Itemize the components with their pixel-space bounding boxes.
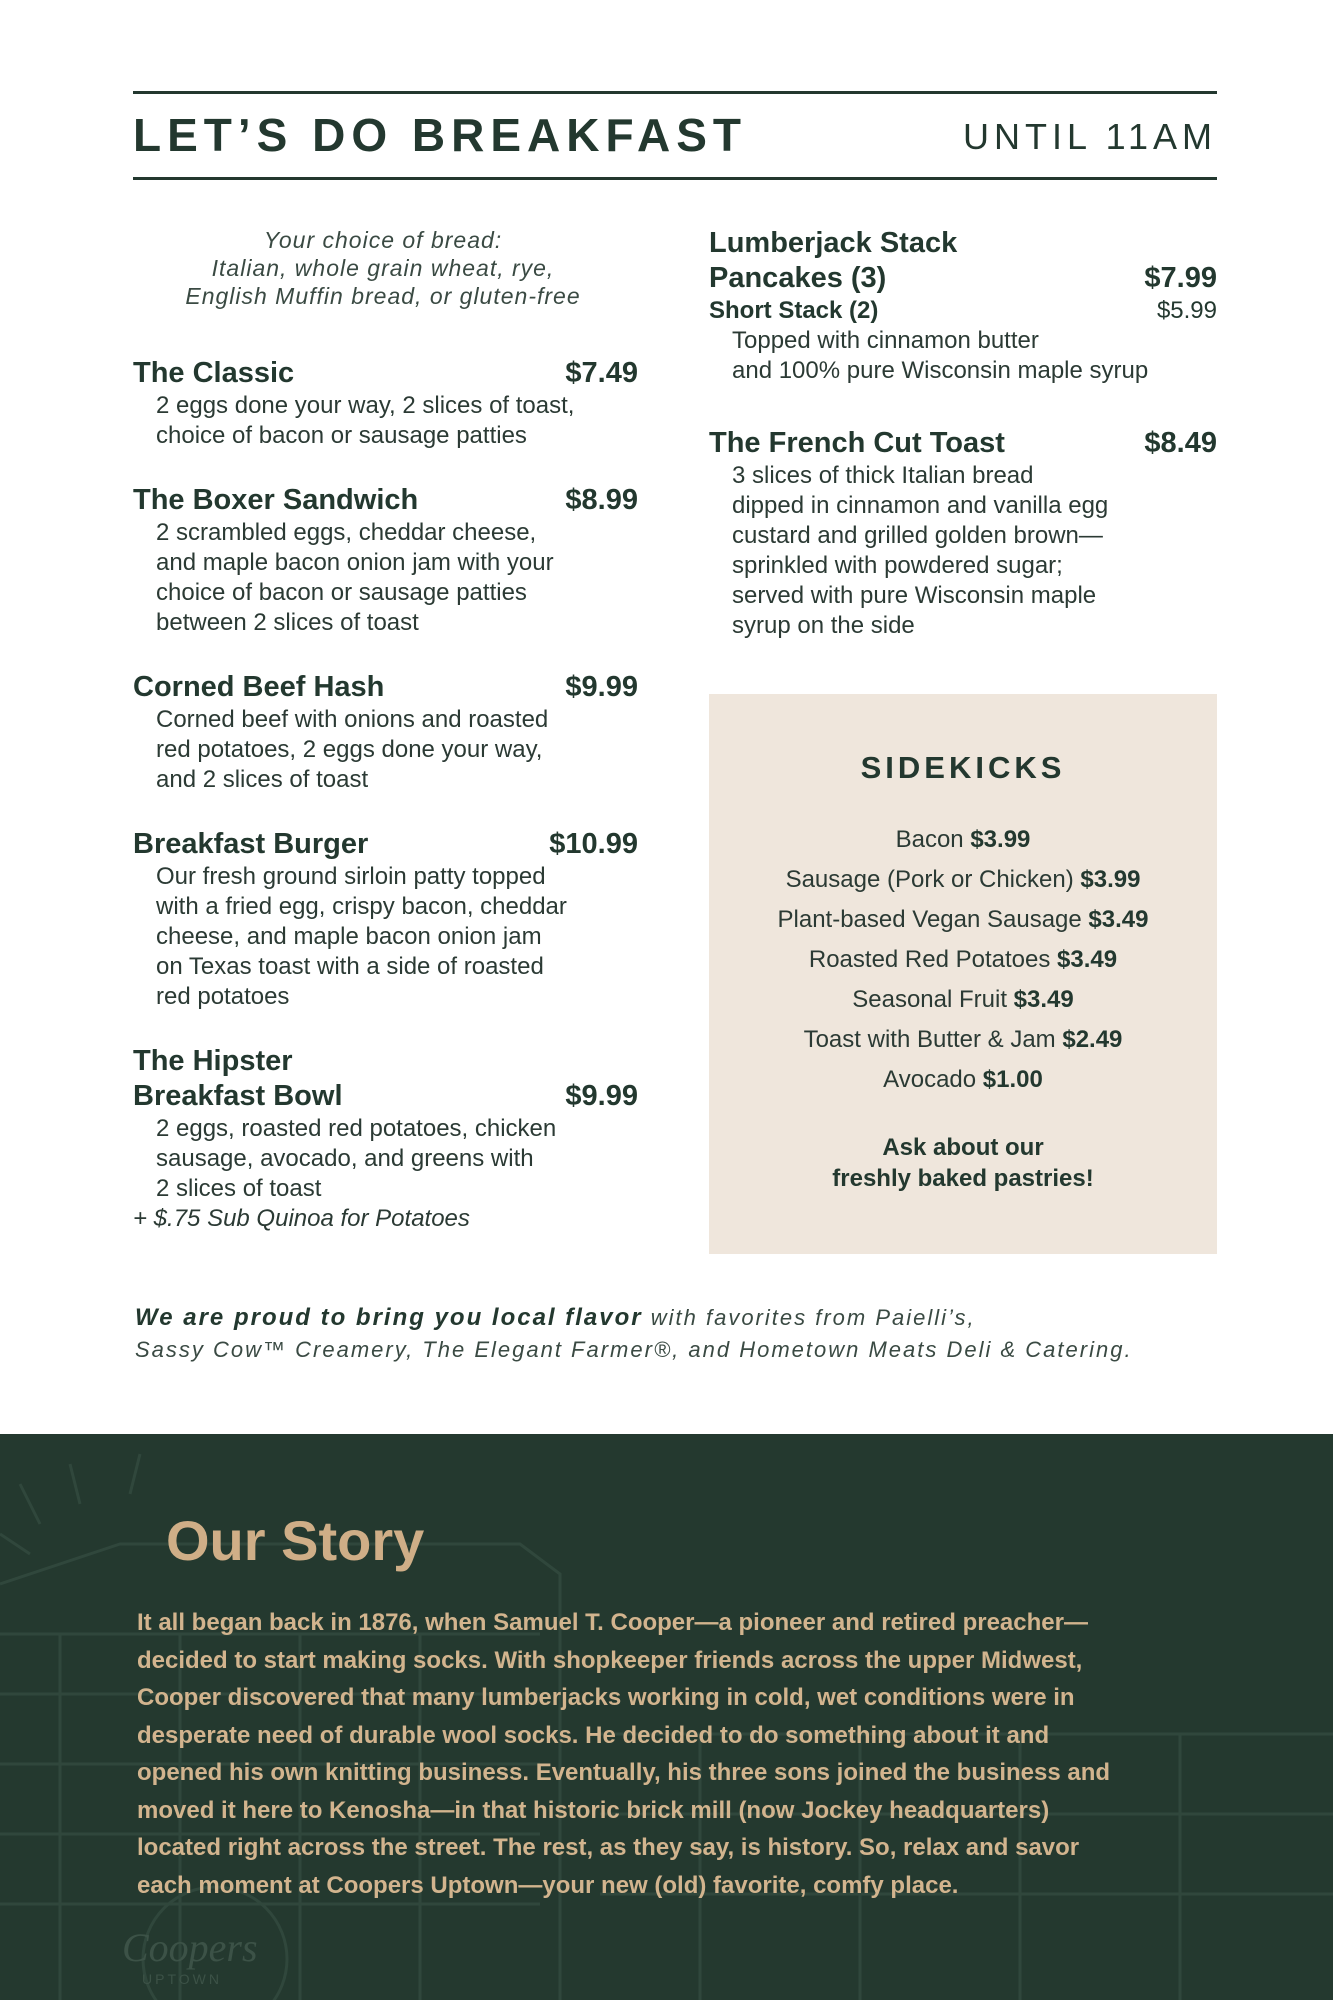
item-description (709, 461, 1217, 641)
local-flavor-text: Sassy Cow™ Creamery, The Elegant Farmer®, and Hometown Meats Deli & Catering. (135, 1337, 1133, 1362)
page-title: LET’S DO BREAKFAST (133, 109, 748, 161)
desc-line: with a fried egg, crispy bacon, cheddar (156, 893, 567, 920)
sidekick-price: $2.49 (1062, 1026, 1123, 1053)
story-line: Cooper discovered that many lumberjacks working in cold, wet conditions were in (137, 1684, 1075, 1711)
item-price: $9.99 (565, 671, 638, 703)
item-price: $9.99 (565, 1080, 638, 1112)
desc-line: on Texas toast with a side of roasted (156, 953, 544, 980)
sidekick-name: Toast with Butter & Jam (803, 1026, 1056, 1053)
story-line: decided to start making socks. With shopkeeper friends across the upper Midwest, (137, 1646, 1083, 1674)
sidekicks-list (709, 820, 1217, 1100)
desc-line: sausage, avocado, and greens with (156, 1145, 534, 1172)
item-name: The French Cut Toast (709, 427, 1005, 459)
sidekick-name: Sausage (Pork or Chicken) (785, 866, 1074, 893)
item-description (133, 705, 638, 795)
desc-line: Topped with cinnamon butter (732, 327, 1039, 354)
menu-left-column (133, 356, 638, 1266)
desc-line: choice of bacon or sausage patties (156, 422, 527, 449)
hours-label: UNTIL 11AM (962, 116, 1217, 157)
desc-line: syrup on the side (732, 612, 915, 639)
sidekick-price: $3.49 (1057, 946, 1118, 973)
bread-choice-note (133, 226, 633, 310)
sidekick-price: $3.99 (1080, 866, 1141, 893)
item-description (709, 326, 1217, 386)
story-line: moved it here to Kenosha—in that historic brick mill (now Jockey headquarters) (137, 1796, 1050, 1824)
sidekick-item (709, 980, 1217, 1020)
menu-right-column (709, 226, 1217, 673)
menu-item-the-classic (133, 356, 638, 451)
short-stack-option (709, 296, 1217, 326)
item-price: $8.49 (1144, 427, 1217, 459)
sidekick-item (709, 1020, 1217, 1060)
item-addon-note: + $.75 Sub Quinoa for Potatoes (133, 1205, 470, 1232)
item-name: Breakfast Burger (133, 828, 369, 860)
menu-item-lumberjack-stack (709, 226, 1217, 386)
logo-subtext: UPTOWN (142, 1971, 222, 1987)
item-price: $7.99 (1144, 262, 1217, 294)
sidekick-item (709, 1060, 1217, 1100)
top-rule (133, 91, 1217, 94)
desc-line: red potatoes (156, 983, 290, 1010)
sidekick-price: $3.49 (1088, 906, 1149, 933)
menu-item-corned-beef-hash (133, 670, 638, 795)
sidekick-name: Seasonal Fruit (852, 986, 1007, 1013)
item-description (133, 518, 638, 638)
desc-line: 3 slices of thick Italian bread (732, 462, 1034, 489)
pastries-note (709, 1132, 1217, 1194)
story-line: each moment at Coopers Uptown—your new (old) favorite, comfy place. (137, 1871, 959, 1899)
sidekick-item (709, 940, 1217, 980)
menu-item-breakfast-burger (133, 827, 638, 1012)
desc-line: sprinkled with powdered sugar; (732, 552, 1063, 579)
story-body (137, 1604, 1237, 1904)
item-name: The Hipster (133, 1045, 293, 1077)
item-name: Breakfast Bowl (133, 1080, 343, 1112)
desc-line: and 100% pure Wisconsin maple syrup (732, 357, 1149, 384)
item-description (133, 391, 638, 451)
sidekick-name: Plant-based Vegan Sausage (777, 906, 1082, 933)
item-price: $10.99 (549, 828, 638, 860)
desc-line: 2 scrambled eggs, cheddar cheese, (156, 519, 537, 546)
story-line: desperate need of durable wool socks. He decided to do something about it and (137, 1721, 1050, 1749)
desc-line: red potatoes, 2 eggs done your way, (156, 736, 543, 763)
sidekicks-panel (709, 694, 1217, 1254)
item-price: $8.99 (565, 484, 638, 516)
sidekick-price: $3.99 (970, 826, 1031, 853)
desc-line: Our fresh ground sirloin patty topped (156, 863, 546, 890)
bread-note-line: Italian, whole grain wheat, rye, (211, 255, 555, 281)
coopers-uptown-logo (122, 1924, 258, 1987)
desc-line: custard and grilled golden brown— (732, 522, 1103, 549)
sidekick-price: $3.49 (1013, 986, 1074, 1013)
desc-line: dipped in cinnamon and vanilla egg (732, 492, 1109, 519)
sub-item-name: Short Stack (2) (709, 297, 879, 324)
local-flavor-bold: We are proud to bring you local flavor (135, 1304, 643, 1331)
desc-line: choice of bacon or sausage patties (156, 579, 527, 606)
sidekick-item (709, 900, 1217, 940)
item-name: The Classic (133, 357, 295, 389)
sidekick-item (709, 860, 1217, 900)
story-title: Our Story (166, 1509, 425, 1572)
header-bottom-rule (133, 177, 1217, 180)
sidekicks-title: SIDEKICKS (860, 750, 1066, 785)
desc-line: served with pure Wisconsin maple (732, 582, 1097, 609)
menu-item-french-cut-toast (709, 426, 1217, 641)
desc-line: and 2 slices of toast (156, 766, 369, 793)
item-name: Lumberjack Stack (709, 227, 958, 259)
logo-text: Coopers (122, 1925, 258, 1970)
menu-item-hipster-breakfast-bowl (133, 1044, 638, 1234)
desc-line: 2 slices of toast (156, 1175, 322, 1202)
local-flavor-note (135, 1302, 1255, 1366)
sidekick-name: Bacon (895, 826, 964, 853)
item-price: $7.49 (565, 357, 638, 389)
bread-note-line: Your choice of bread: (263, 227, 503, 253)
our-story-section (0, 1434, 1333, 2000)
local-flavor-text: with favorites from Paielli’s, (642, 1305, 976, 1330)
desc-line: cheese, and maple bacon onion jam (156, 923, 542, 950)
desc-line: between 2 slices of toast (156, 609, 419, 636)
story-line: opened his own knitting business. Eventually, his three sons joined the business and (137, 1759, 1111, 1786)
item-name: Pancakes (3) (709, 262, 887, 294)
item-description (133, 1114, 638, 1204)
desc-line: 2 eggs done your way, 2 slices of toast, (156, 392, 575, 419)
menu-item-boxer-sandwich (133, 483, 638, 638)
item-name: Corned Beef Hash (133, 671, 385, 703)
sidekick-item (709, 820, 1217, 860)
desc-line: and maple bacon onion jam with your (156, 549, 554, 576)
sidekick-name: Roasted Red Potatoes (808, 946, 1051, 973)
sidekick-name: Avocado (883, 1066, 977, 1093)
desc-line: Corned beef with onions and roasted (156, 706, 549, 733)
item-description (133, 862, 638, 1012)
story-line: It all began back in 1876, when Samuel T. Cooper—a pioneer and retired preacher— (137, 1609, 1088, 1636)
pastries-note-line: freshly baked pastries! (832, 1165, 1094, 1192)
desc-line: 2 eggs, roasted red potatoes, chicken (156, 1115, 557, 1142)
story-line: located right across the street. The rest, as they say, is history. So, relax and savor (137, 1834, 1080, 1861)
sidekick-price: $1.00 (982, 1066, 1043, 1093)
bread-note-line: English Muffin bread, or gluten-free (185, 283, 581, 309)
pastries-note-line: Ask about our (882, 1134, 1044, 1161)
item-name: The Boxer Sandwich (133, 484, 419, 516)
sub-item-price: $5.99 (1156, 297, 1217, 324)
